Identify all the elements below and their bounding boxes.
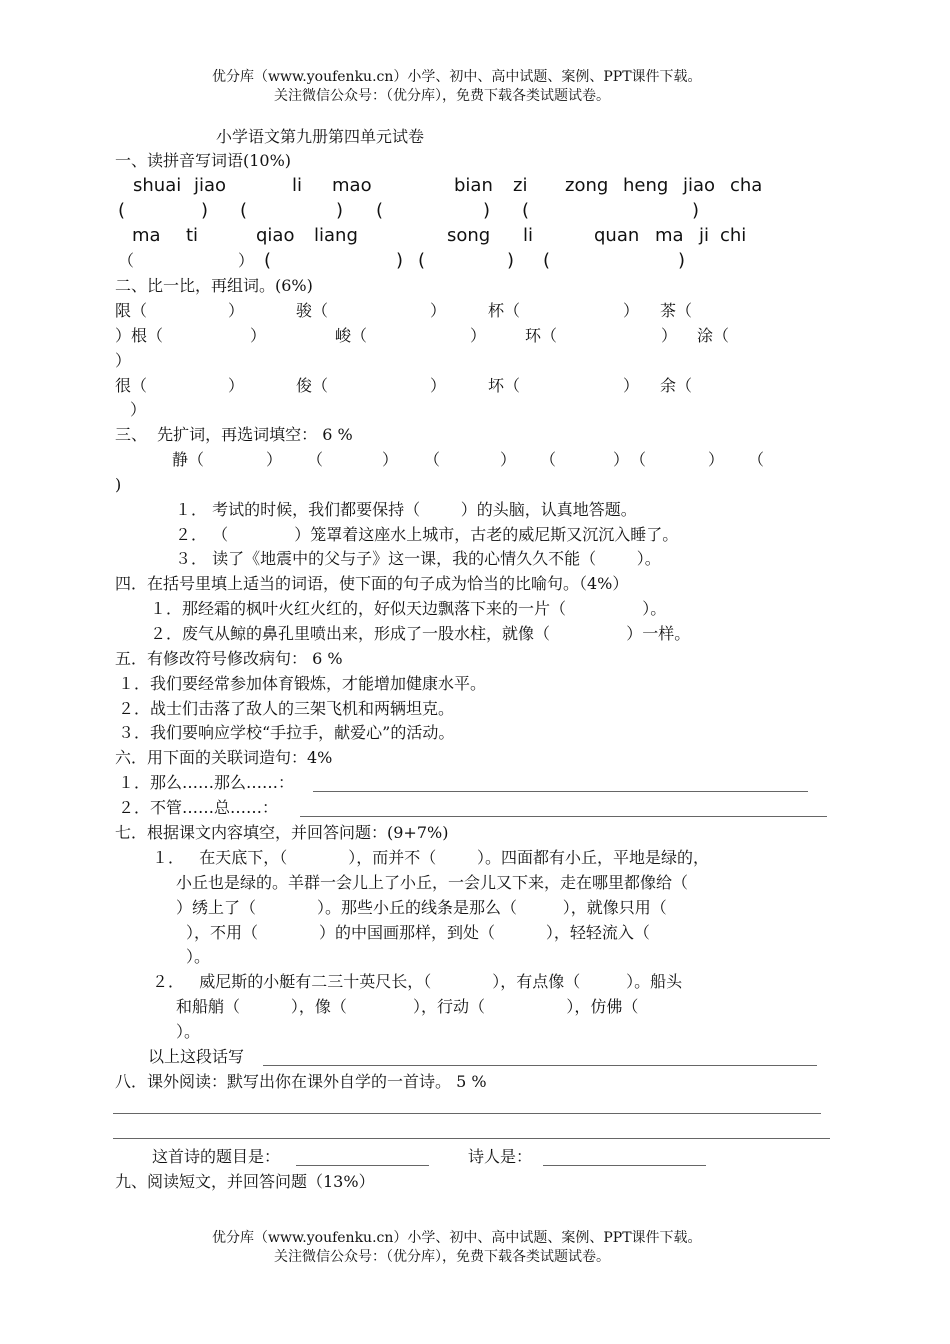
cell: 涂（	[697, 326, 730, 345]
section-5-heading: 五．有修改符号修改病句： 6 %	[115, 649, 343, 668]
paren: (	[118, 200, 126, 221]
cell: ）	[623, 301, 640, 320]
pinyin: song	[447, 225, 491, 246]
page-title: 小学语文第九册第四单元试卷	[216, 127, 425, 146]
cell: ）	[623, 376, 640, 395]
pinyin: ma	[655, 225, 684, 246]
pinyin: ma	[132, 225, 161, 246]
summary-label: 以上这段话写	[148, 1047, 245, 1066]
pinyin: mao	[332, 175, 372, 196]
pinyin: liang	[314, 225, 358, 246]
question: １．我们要经常参加体育锻炼，才能增加健康水平。	[118, 674, 487, 693]
answer-line[interactable]	[543, 1165, 706, 1166]
question: １．那经霜的枫叶火红火红的，好似天边飘落下来的一片（ ）。	[150, 599, 667, 618]
question: ２．废气从鲸的鼻孔里喷出来，形成了一股水柱，就像（ ）一样。	[150, 624, 691, 643]
pinyin: li	[523, 225, 534, 246]
cell: ）	[382, 450, 399, 469]
cell: ）	[266, 450, 283, 469]
section-4-heading: 四．在括号里填上适当的词语，使下面的句子成为恰当的比喻句。（4%）	[115, 574, 629, 593]
question: ２．不管……总……：	[118, 798, 279, 817]
question: ３．我们要响应学校“手拉手，献爱心”的活动。	[118, 723, 455, 742]
paren: )	[483, 200, 491, 221]
question: １． 考试的时候，我们都要保持（ ）的头脑，认真地答题。	[175, 500, 637, 519]
pinyin: jiao	[683, 175, 716, 196]
cell: （	[540, 450, 557, 469]
cell: ）	[228, 301, 245, 320]
cell: ）	[115, 351, 132, 370]
section-6-heading: 六．用下面的关联词造句：4%	[115, 748, 333, 767]
pinyin: qiao	[256, 225, 295, 246]
section-2-heading: 二、比一比，再组词。(6%)	[115, 276, 313, 295]
paren: (	[376, 200, 384, 221]
paren: (	[543, 250, 551, 271]
cell: ）	[470, 326, 487, 345]
paragraph-line: ２． 威尼斯的小艇有二三十英尺长，（ ），有点像（ ）。船头	[152, 972, 683, 991]
footer-line-1: 优分库（www.youfenku.cn）小学、初中、高中试题、案例、PPT课件下载。	[212, 1230, 702, 1246]
cell: ）	[500, 450, 517, 469]
paren: ）	[238, 251, 255, 270]
pinyin: zong	[565, 175, 609, 196]
paragraph-line: 小丘也是绿的。羊群一会儿上了小丘，一会儿又下来，走在哪里都像给（	[176, 873, 689, 892]
cell: ）	[613, 450, 630, 469]
cell: 余（	[660, 376, 693, 395]
cell: （	[307, 450, 324, 469]
pinyin: jiao	[194, 175, 227, 196]
paragraph-line: ）。	[186, 947, 211, 966]
answer-line[interactable]	[300, 816, 827, 817]
paren: )	[396, 250, 404, 271]
header-line-1: 优分库（www.youfenku.cn）小学、初中、高中试题、案例、PPT课件下载。	[212, 69, 702, 85]
cell: ）	[228, 376, 245, 395]
paragraph-line: ）绣上了（ ）。那些小丘的线条是那么（ ），就像只用（	[176, 898, 667, 917]
poet-label: 诗人是：	[468, 1147, 533, 1166]
paragraph-line: １． 在天底下，（ ），而并不（ ）。四面都有小丘，平地是绿的，	[152, 848, 709, 867]
section-8-heading: 八．课外阅读：默写出你在课外自学的一首诗。 5 %	[115, 1072, 487, 1091]
pinyin: ji	[699, 225, 710, 246]
paren: )	[507, 250, 515, 271]
cell: 俊（	[296, 376, 329, 395]
cell: ）	[250, 326, 267, 345]
cell: 环（	[525, 326, 558, 345]
paren: )	[692, 200, 700, 221]
question: ３． 读了《地震中的父与子》这一课，我的心情久久不能（ ）。	[175, 549, 661, 568]
pinyin: shuai	[133, 175, 182, 196]
pinyin: quan	[594, 225, 640, 246]
answer-line[interactable]	[113, 1113, 821, 1114]
paren: )	[336, 200, 344, 221]
section-1-heading: 一、读拼音写词语(10%)	[115, 151, 292, 170]
answer-line[interactable]	[263, 1065, 817, 1066]
paren: (	[418, 250, 426, 271]
cell: （	[748, 450, 765, 469]
section-3-heading: 三、 先扩词，再选词填空： 6 %	[115, 425, 353, 444]
pinyin: zi	[513, 175, 528, 196]
cell: （	[424, 450, 441, 469]
answer-line[interactable]	[113, 1138, 830, 1139]
section-7-heading: 七．根据课文内容填空，并回答问题：(9+7%)	[115, 823, 449, 842]
pinyin: bian	[454, 175, 493, 196]
poem-title-label: 这首诗的题目是：	[152, 1147, 281, 1166]
paragraph-line: ），不用（ ）的中国画那样，到处（ ），轻轻流入（	[186, 923, 650, 942]
cell: 骏（	[296, 301, 329, 320]
paren: (	[240, 200, 248, 221]
paren: （	[118, 251, 135, 270]
cell: ）根（	[115, 326, 164, 345]
cell: 杯（	[488, 301, 521, 320]
paren: (	[522, 200, 530, 221]
cell: 峻（	[335, 326, 368, 345]
cell: ）	[130, 400, 147, 419]
pinyin: ti	[186, 225, 199, 246]
cell: ）	[708, 450, 725, 469]
question: １．那么……那么……：	[118, 773, 295, 792]
footer-line-2: 关注微信公众号：（优分库），免费下载各类试题试卷。	[274, 1249, 610, 1265]
answer-line[interactable]	[313, 791, 808, 792]
cell: ）	[661, 326, 678, 345]
cell: 坏（	[488, 376, 521, 395]
section-9-heading: 九、阅读短文，并回答问题（13%）	[115, 1172, 375, 1191]
cell: )	[115, 475, 122, 494]
cell: （	[630, 450, 647, 469]
cell: ）	[430, 376, 447, 395]
pinyin: heng	[623, 175, 669, 196]
question: ２．战士们击落了敌人的三架飞机和两辆坦克。	[118, 699, 455, 718]
cell: ）	[430, 301, 447, 320]
paragraph-line: 和船艄（ ），像（ ），行动（ ），仿佛（	[176, 997, 639, 1016]
question: ２． （ ）笼罩着这座水上城市，古老的威尼斯又沉沉入睡了。	[175, 525, 679, 544]
pinyin: li	[292, 175, 303, 196]
cell: 茶（	[660, 301, 693, 320]
header-line-2: 关注微信公众号：（优分库），免费下载各类试题试卷。	[274, 88, 610, 104]
cell: 静（	[172, 450, 205, 469]
paren: (	[264, 250, 272, 271]
paragraph-line: ）。	[176, 1022, 201, 1041]
cell: 很（	[115, 376, 148, 395]
paren: )	[678, 250, 686, 271]
pinyin: cha	[730, 175, 763, 196]
paren: )	[201, 200, 209, 221]
pinyin: chi	[720, 225, 747, 246]
cell: 限（	[115, 301, 148, 320]
answer-line[interactable]	[296, 1165, 429, 1166]
